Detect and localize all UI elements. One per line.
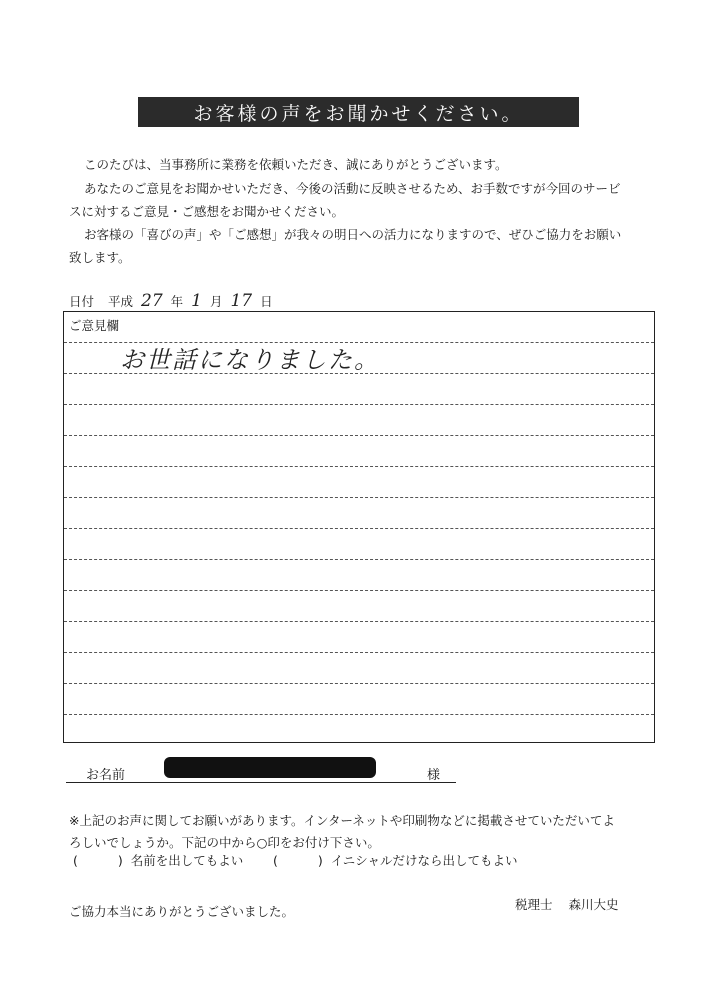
date-year-unit: 年 [170, 294, 184, 309]
ruled-line [64, 435, 654, 436]
ruled-line [64, 466, 654, 467]
intro-line: スに対するご意見・ご感想をお聞かせください。 [69, 204, 345, 219]
opinion-label: ご意見欄 [69, 318, 120, 333]
date-label: 日付 [69, 294, 95, 309]
name-suffix: 様 [427, 768, 441, 783]
ruled-line [64, 342, 654, 343]
signer-title: 税理士 [515, 897, 553, 912]
date-day-value: 17 [230, 291, 253, 311]
opinion-box [63, 311, 655, 743]
ruled-line [64, 528, 654, 529]
intro-line: 致します。 [69, 250, 131, 265]
ruled-line [64, 714, 654, 715]
form-title: お客様の声をお聞かせください。 [138, 97, 579, 127]
paren-close: ) [317, 853, 323, 868]
paren-open: ( [273, 853, 278, 868]
date-month-value: 1 [191, 291, 202, 311]
handwritten-comment: お世話になりました。 [120, 346, 380, 374]
redacted-name [164, 757, 376, 778]
ruled-line [64, 590, 654, 591]
ruled-line [64, 497, 654, 498]
signer [515, 895, 619, 913]
ruled-line [64, 652, 654, 653]
name-row [66, 760, 456, 783]
date-month-unit: 月 [209, 294, 223, 309]
ruled-line [64, 559, 654, 560]
paren-close: ) [117, 853, 123, 868]
intro-line: あなたのご意見をお聞かせいただき、今後の活動に反映させるため、お手数ですが今回のサービ [84, 181, 621, 196]
ruled-line [64, 683, 654, 684]
intro-line: このたびは、当事務所に業務を依頼いただき、誠にありがとうございます。 [84, 157, 508, 172]
consent-option-name [73, 851, 243, 869]
ruled-line [64, 373, 654, 374]
notice-line: ろしいでしょうか。下記の中から○印をお付け下さい。 [69, 835, 380, 850]
consent-option-name-label: 名前を出してもよい [130, 853, 244, 868]
signer-name: 森川大史 [568, 897, 619, 912]
date-year-value: 27 [141, 291, 163, 311]
notice-line: ※上記のお声に関してお願いがあります。インターネットや印刷物などに掲載させていただいてよ [69, 813, 615, 828]
closing-message: ご協力本当にありがとうございました。 [69, 904, 295, 919]
ruled-line [64, 404, 654, 405]
paren-open: ( [73, 853, 78, 868]
date-row [69, 291, 273, 311]
intro-line: お客様の「喜びの声」や「ご感想」が我々の明日への活力になりますので、ぜひご協力をお願い [84, 227, 622, 242]
name-label: お名前 [86, 768, 126, 783]
consent-option-initials-label: イニシャルだけなら出してもよい [330, 853, 518, 868]
date-day-unit: 日 [260, 294, 273, 309]
date-era: 平成 [108, 294, 134, 309]
consent-option-initials [273, 851, 518, 869]
ruled-line [64, 621, 654, 622]
